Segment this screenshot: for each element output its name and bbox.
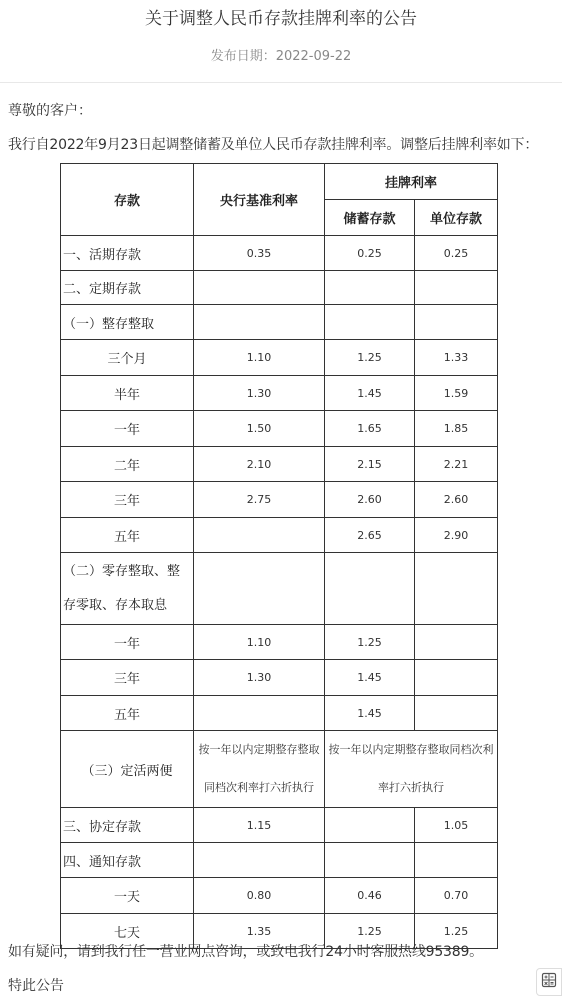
row-name: 三个月	[61, 340, 194, 376]
benchmark-rate	[194, 696, 325, 731]
row-name: 五年	[61, 518, 194, 553]
savings-rate: 0.46	[325, 878, 415, 914]
greeting: 尊敬的客户：	[8, 103, 92, 119]
table-row	[61, 660, 498, 696]
corporate-rate: 1.25	[415, 914, 498, 949]
table-row	[61, 731, 498, 808]
benchmark-rate: 1.50	[194, 411, 325, 447]
table-row	[61, 696, 498, 731]
savings-rate	[325, 843, 415, 878]
corporate-rate	[415, 696, 498, 731]
table-row	[61, 376, 498, 411]
table-row	[61, 808, 498, 843]
savings-rate: 1.65	[325, 411, 415, 447]
corporate-rate	[415, 843, 498, 878]
benchmark-rate: 1.35	[194, 914, 325, 949]
benchmark-rate: 1.10	[194, 625, 325, 660]
benchmark-rate: 1.30	[194, 376, 325, 411]
benchmark-rate: 2.75	[194, 482, 325, 518]
table-row	[61, 878, 498, 914]
page-title: 关于调整人民币存款挂牌利率的公告	[145, 9, 417, 29]
savings-note: 按一年以内定期整存整取同档次利率打六折执行	[325, 731, 498, 808]
corporate-rate: 2.90	[415, 518, 498, 553]
rate-table	[60, 163, 498, 949]
row-name: 三年	[61, 660, 194, 696]
table-row	[61, 305, 498, 340]
corporate-rate: 2.21	[415, 447, 498, 482]
table-row	[61, 843, 498, 878]
savings-rate	[325, 271, 415, 305]
benchmark-rate	[194, 518, 325, 553]
savings-rate: 1.25	[325, 625, 415, 660]
row-name: （三）定活两便	[61, 731, 194, 808]
benchmark-rate: 1.15	[194, 808, 325, 843]
contact-paragraph: 如有疑问，请到我行任一营业网点咨询，或致电我行24小时客服热线95389。	[8, 944, 483, 960]
savings-rate: 1.25	[325, 340, 415, 376]
savings-rate: 2.15	[325, 447, 415, 482]
savings-rate	[325, 305, 415, 340]
row-name: 一天	[61, 878, 194, 914]
corporate-rate: 2.60	[415, 482, 498, 518]
header-deposit: 存款	[61, 164, 194, 236]
table-row	[61, 553, 498, 625]
savings-rate: 0.25	[325, 236, 415, 271]
compute-button[interactable]	[536, 968, 562, 996]
table-row	[61, 518, 498, 553]
benchmark-rate	[194, 271, 325, 305]
corporate-rate	[415, 553, 498, 625]
corporate-rate: 0.70	[415, 878, 498, 914]
savings-rate	[325, 808, 415, 843]
row-name: 一年	[61, 411, 194, 447]
table-row	[61, 340, 498, 376]
benchmark-rate	[194, 843, 325, 878]
table-row	[61, 236, 498, 271]
corporate-rate	[415, 305, 498, 340]
publish-date: 发布日期：2022-09-22	[210, 49, 352, 64]
corporate-rate: 1.85	[415, 411, 498, 447]
header-listed: 挂牌利率	[325, 164, 498, 200]
savings-rate: 1.25	[325, 914, 415, 949]
corporate-rate: 1.59	[415, 376, 498, 411]
savings-rate: 2.65	[325, 518, 415, 553]
header-savings: 储蓄存款	[325, 200, 415, 236]
corporate-rate	[415, 660, 498, 696]
table-row	[61, 447, 498, 482]
row-name: 四、通知存款	[61, 843, 194, 878]
intro-paragraph: 我行自2022年9月23日起调整储蓄及单位人民币存款挂牌利率。调整后挂牌利率如下：	[8, 137, 539, 153]
closing-text: 特此公告	[8, 978, 64, 994]
compute-icon	[541, 972, 557, 992]
table-row	[61, 411, 498, 447]
table-row	[61, 482, 498, 518]
row-name: 二、定期存款	[61, 271, 194, 305]
row-name: 三年	[61, 482, 194, 518]
benchmark-rate: 0.35	[194, 236, 325, 271]
row-name: 三、协定存款	[61, 808, 194, 843]
benchmark-rate: 1.10	[194, 340, 325, 376]
benchmark-note: 按一年以内定期整存整取同档次利率打六折执行	[194, 731, 325, 808]
row-name: （一）整存整取	[61, 305, 194, 340]
table-row	[61, 271, 498, 305]
benchmark-rate: 2.10	[194, 447, 325, 482]
header-benchmark: 央行基准利率	[194, 164, 325, 236]
savings-rate: 1.45	[325, 376, 415, 411]
benchmark-rate: 1.30	[194, 660, 325, 696]
savings-rate: 2.60	[325, 482, 415, 518]
header-corporate: 单位存款	[415, 200, 498, 236]
corporate-rate: 1.33	[415, 340, 498, 376]
benchmark-rate	[194, 305, 325, 340]
row-name: 一、活期存款	[61, 236, 194, 271]
row-name: 半年	[61, 376, 194, 411]
savings-rate	[325, 553, 415, 625]
benchmark-rate: 0.80	[194, 878, 325, 914]
corporate-rate	[415, 625, 498, 660]
divider	[0, 82, 562, 83]
row-name: （二）零存整取、整存零取、存本取息	[61, 553, 194, 625]
row-name: 七天	[61, 914, 194, 949]
row-name: 二年	[61, 447, 194, 482]
corporate-rate: 1.05	[415, 808, 498, 843]
savings-rate: 1.45	[325, 696, 415, 731]
benchmark-rate	[194, 553, 325, 625]
table-row	[61, 625, 498, 660]
row-name: 一年	[61, 625, 194, 660]
corporate-rate	[415, 271, 498, 305]
row-name: 五年	[61, 696, 194, 731]
corporate-rate: 0.25	[415, 236, 498, 271]
savings-rate: 1.45	[325, 660, 415, 696]
